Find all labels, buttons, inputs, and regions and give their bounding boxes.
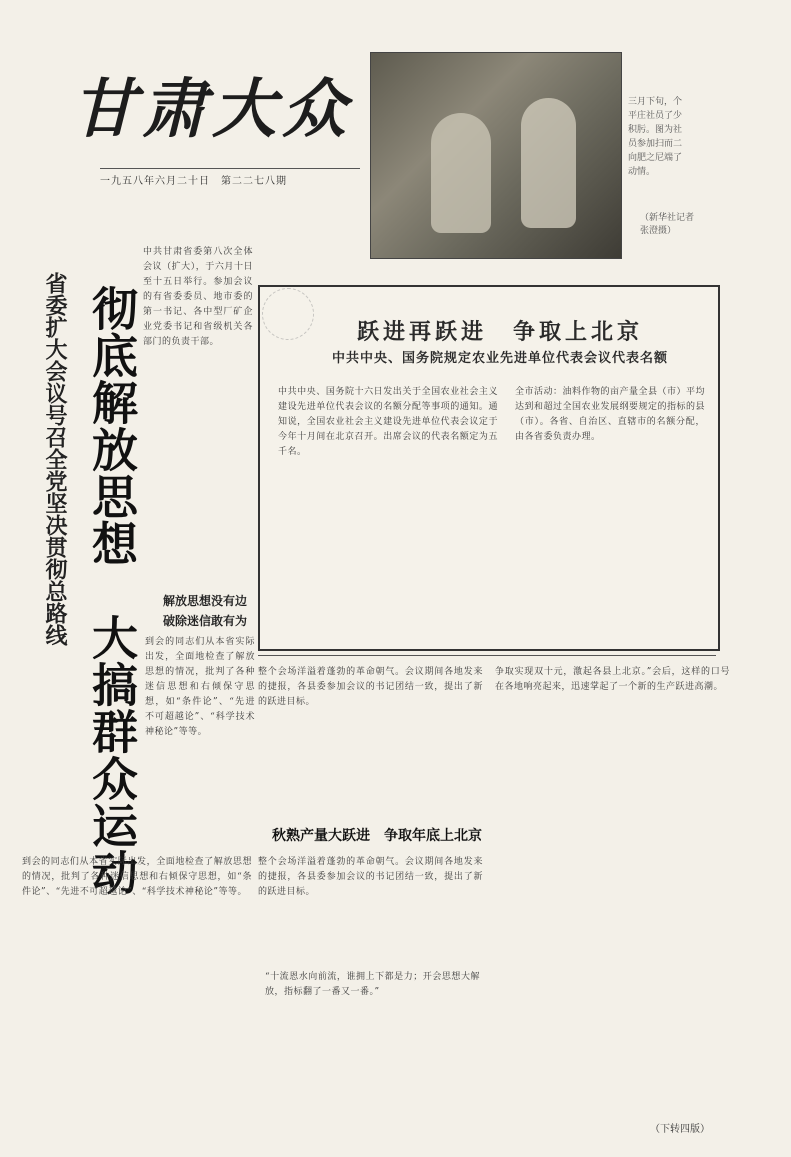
article2-verse: “十流恩水向前流，谁拥上下都是力；开会思想大解放，指标翻了一番又一番。”	[265, 972, 480, 997]
article2-body: 整个会场洋溢着蓬勃的革命朝气。会议期间各地发来的捷报，各县委参加会议的书记团结一致，提出了新的跃进目标。	[258, 857, 483, 897]
lead-subhead-1: 解放思想没有边	[162, 594, 247, 608]
feature-column-2: 全市活动：油料作物的亩产量全县（市）平均达到和超过全国农业发展纲要规定的指标的县（市）。各省、自治区、直辖市的名额分配，由各省委负责办理。	[515, 387, 705, 442]
lead-subhead-2: 破除迷信敢有为	[162, 614, 247, 628]
feature-title: 跃进再跃进 争取上北京	[356, 319, 643, 345]
article2-title: 秋熟产量大跃进 争取年底上北京	[272, 828, 482, 844]
photo-credit: （新华社记者张澄摄）	[640, 213, 695, 236]
lead-body-2: 到会的同志们从本省实际出发，全面地检查了解放思想的情况，批判了各种迷信思想和右倾保守思想，如“条件论”、“先进不可超越论”、“科学技术神秘论”等等。	[22, 857, 252, 897]
lead-kicker: 省委扩大会议号召全党坚决贯彻总路线	[42, 272, 68, 646]
article3-body: 争取实现双十元，激起各县上北京。”会后，这样的口号在各地响亮起来，迅速掌起了一个新的生产跃进高潮。	[495, 667, 730, 692]
photo-caption: 三月下旬，个平庄社员了少积肟。图为社员参加扫而二向肥之尼端了动情。	[628, 97, 683, 177]
photo-figure-right	[521, 98, 576, 228]
article2-intro: 整个会场洋溢着蓬勃的革命朝气。会议期间各地发来的捷报，各县委参加会议的书记团结一致，提出了新的跃进目标。	[258, 667, 483, 707]
newspaper-masthead: 甘肃大众	[72, 72, 352, 147]
dateline: 一九五八年六月二十日 第二二七八期	[100, 168, 360, 187]
lead-headline: 彻底解放思想 大搞群众运动	[85, 285, 139, 896]
photo-figure-left	[431, 113, 491, 233]
lead-intro: 中共甘肃省委第八次全体会议（扩大），于六月十日至十五日举行。参加会议的有省委委员、地市委的第一书记、各中型厂矿企业党委书记和省级机关各部门的负责干部。	[143, 247, 253, 347]
feature-subtitle: 中共中央、国务院规定农业先进单位代表会议代表名额	[331, 351, 668, 366]
lead-body-1: 到会的同志们从本省实际出发，全面地检查了解放思想的情况，批判了各种迷信思想和右倾保守思想，如“条件论”、“先进不可超越论”、“科学技术神秘论”等等。	[145, 637, 255, 737]
continued-note: （下转四版）	[650, 1124, 710, 1135]
section-divider	[258, 655, 716, 656]
feature-column-1: 中共中央、国务院十六日发出关于全国农业社会主义建设先进单位代表会议的名额分配等事项的通知。通知说，全国农业社会主义建设先进单位代表会议定于今年十月间在北京召开。出席会议的代表名额定为五千名。	[278, 387, 498, 457]
front-page-photo	[370, 52, 622, 259]
